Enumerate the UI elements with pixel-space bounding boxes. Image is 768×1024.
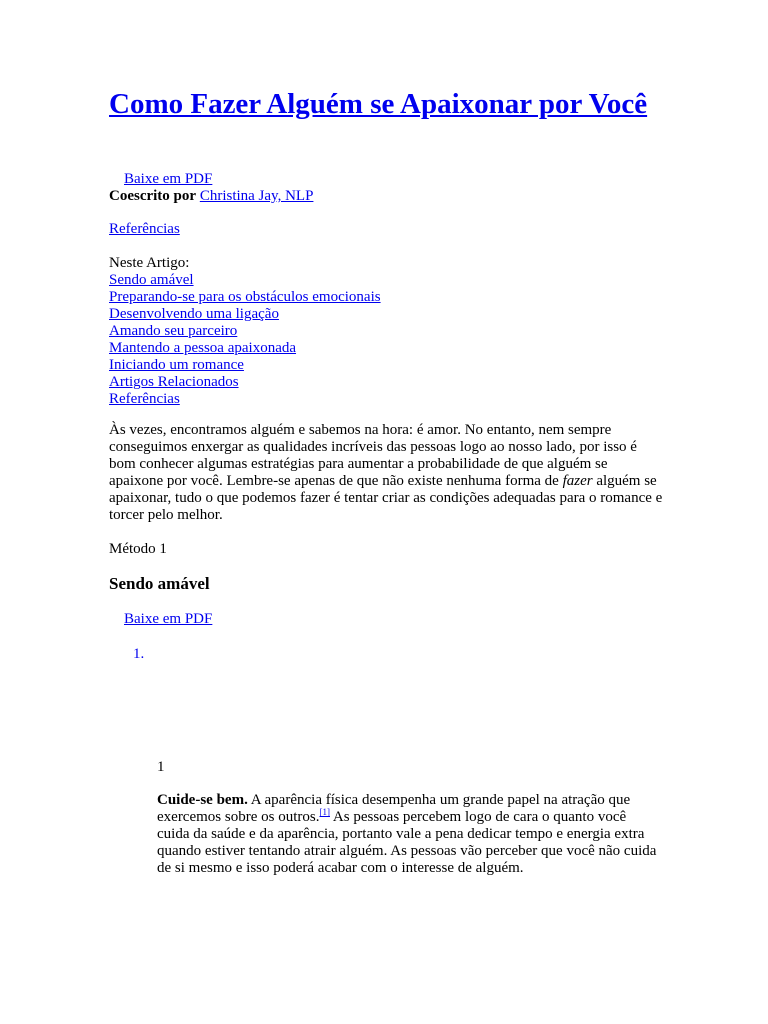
reference-footnote-link[interactable]: [1] xyxy=(319,807,330,817)
toc-link-obstaculos-emocionais[interactable]: Preparando-se para os obstáculos emocionais xyxy=(109,289,381,305)
references-link[interactable]: Referências xyxy=(109,221,180,237)
step-list-number: 1. xyxy=(133,646,145,662)
toc-heading: Neste Artigo: xyxy=(109,255,190,271)
article-title xyxy=(109,88,709,121)
section-download-pdf-link[interactable]: Baixe em PDF xyxy=(124,611,213,627)
coauthor-link[interactable]: Christina Jay, NLP xyxy=(199,188,314,204)
toc-link-sendo-amavel[interactable]: Sendo amável xyxy=(109,272,194,288)
toc-link-artigos-relacionados[interactable]: Artigos Relacionados xyxy=(109,374,239,390)
intro-paragraph xyxy=(109,422,665,524)
toc-link-iniciando-romance[interactable]: Iniciando um romance xyxy=(109,357,244,373)
intro-text-start: Às vezes, encontramos alguém e sabemos na hora: é amor. No entanto, nem sempre conseguimos enxergar as qualidades incríveis das pessoas logo ao nosso lado, por isso é bom conhecer algumas estratégias para aumentar a probabilidade de que alguém se apaixone por você. Lembre-se apenas de que não existe nenhuma forma de xyxy=(109,422,637,489)
coauthor-label: Coescrito por xyxy=(109,188,197,204)
intro-emphasis: fazer xyxy=(562,473,593,489)
step-index: 1 xyxy=(157,759,165,775)
step-text-1: A aparência física desempenha um grande papel na atração que exercemos sobre os outros. xyxy=(157,792,631,825)
section-title: Sendo amável xyxy=(109,574,210,593)
method-label: Método 1 xyxy=(109,541,167,557)
coauthor-line xyxy=(109,188,313,205)
intro-text-end: alguém se apaixonar, tudo o que podemos fazer é tentar criar as condições adequadas para o romance e torcer pelo melhor. xyxy=(109,473,663,523)
step-text-2: As pessoas percebem logo de cara o quanto você cuida da saúde e da aparência, portanto vale a pena dedicar tempo e energia extra quando estiver tentando atrair alguém. As pessoas vão perceber que você não cuida de si mesmo e isso poderá acabar com o interesse de alguém. xyxy=(157,809,657,876)
toc-link-referencias[interactable]: Referências xyxy=(109,391,180,407)
step-bold-lead: Cuide-se bem. xyxy=(157,792,248,808)
step-paragraph xyxy=(157,792,657,877)
download-pdf-link[interactable]: Baixe em PDF xyxy=(124,171,213,187)
article-title-link[interactable]: Como Fazer Alguém se Apaixonar por Você xyxy=(109,88,648,120)
toc-link-amando-parceiro[interactable]: Amando seu parceiro xyxy=(109,323,238,339)
toc-link-mantendo-pessoa[interactable]: Mantendo a pessoa apaixonada xyxy=(109,340,297,356)
table-of-contents xyxy=(109,255,381,408)
toc-link-ligacao[interactable]: Desenvolvendo uma ligação xyxy=(109,306,279,322)
